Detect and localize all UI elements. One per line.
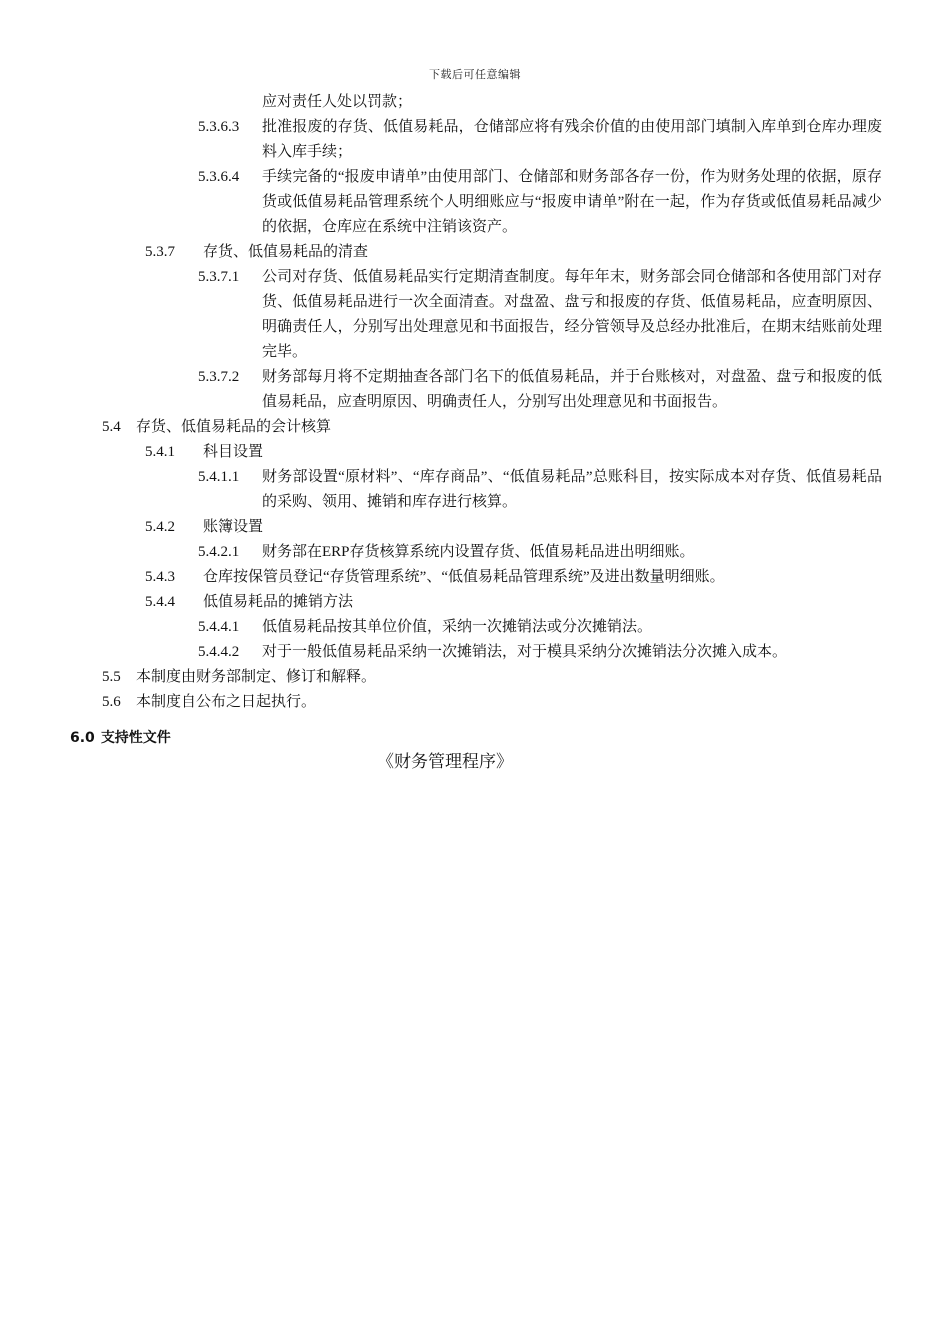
clause-5-4-4-1 — [0, 615, 950, 640]
clause-5-4 — [0, 415, 950, 440]
clause-number: 5.6 — [102, 694, 121, 710]
section-number: 6.0 — [70, 730, 95, 746]
clause-text: 账簿设置 — [203, 519, 264, 535]
clause-text: 本制度由财务部制定、修订和解释。 — [136, 669, 377, 685]
clause-number: 5.4.4.2 — [198, 644, 240, 660]
clause-5-4-1-1 — [0, 465, 950, 515]
clause-5-3-6-4 — [0, 165, 950, 240]
clause-5-4-2 — [0, 515, 950, 540]
clause-number: 5.4.4 — [145, 594, 175, 610]
clause-number: 5.3.7 — [145, 244, 175, 260]
clause-text: 财务部设置“原材料”、“库存商品”、“低值易耗品”总账科目，按实际成本对存货、低值易耗品的采购、领用、摊销和库存进行核算。 — [262, 469, 882, 510]
clause-5-5 — [0, 665, 950, 690]
clause-number: 5.4.2.1 — [198, 544, 240, 560]
clause-5-3-7-1 — [0, 265, 950, 365]
clause-5-3-7-2 — [0, 365, 950, 415]
clause-text: 公司对存货、低值易耗品实行定期清查制度。每年年末，财务部会同仓储部和各使用部门对存货、低值易耗品进行一次全面清查。对盘盈、盘亏和报废的存货、低值易耗品，应查明原因、明确责任人，分别写出处理意见和书面报告，经分管领导及总经办批准后，在期末结账前处理完毕。 — [262, 269, 882, 360]
clause-5-4-2-1 — [0, 540, 950, 565]
clause-text: 存货、低值易耗品的清查 — [203, 244, 369, 260]
clause-5-4-4 — [0, 590, 950, 615]
clause-number: 5.3.6.3 — [198, 119, 240, 135]
clause-number: 5.4.4.1 — [198, 619, 240, 635]
section-title: 支持性文件 — [100, 730, 171, 746]
clause-text: 手续完备的“报废申请单”由使用部门、仓储部和财务部各存一份，作为财务处理的依据，原存货或低值易耗品管理系统个人明细账应与“报废申请单”附在一起，作为存货或低值易耗品减少的依据，仓库应在系统中注销该资产。 — [262, 169, 882, 235]
clause-5-3-6-3 — [0, 115, 950, 165]
clause-text: 对于一般低值易耗品采纳一次摊销法，对于模具采纳分次摊销法分次摊入成本。 — [262, 644, 788, 660]
clause-text: 应对责任人处以罚款； — [262, 94, 413, 110]
clause-5-4-4-2 — [0, 640, 950, 665]
clause-number: 5.3.7.2 — [198, 369, 240, 385]
clause-5-4-3 — [0, 565, 950, 590]
clause-continuation — [0, 90, 950, 115]
section-heading-6-0 — [70, 728, 171, 748]
clause-text: 低值易耗品按其单位价值，采纳一次摊销法或分次摊销法。 — [262, 619, 653, 635]
clause-text: 科目设置 — [203, 444, 264, 460]
document-body — [0, 90, 950, 715]
clause-number: 5.4.2 — [145, 519, 175, 535]
clause-5-3-7 — [0, 240, 950, 265]
clause-5-6 — [0, 690, 950, 715]
clause-text: 低值易耗品的摊销方法 — [203, 594, 354, 610]
clause-text: 存货、低值易耗品的会计核算 — [136, 419, 332, 435]
clause-text: 财务部每月将不定期抽查各部门名下的低值易耗品，并于台账核对，对盘盈、盘亏和报废的低值易耗品，应查明原因、明确责任人，分别写出处理意见和书面报告。 — [262, 369, 882, 410]
support-document-title: 《财务管理程序》 — [377, 752, 513, 771]
clause-number: 5.3.7.1 — [198, 269, 240, 285]
clause-text: 仓库按保管员登记“存货管理系统”、“低值易耗品管理系统”及进出数量明细账。 — [203, 569, 725, 585]
clause-text: 批准报废的存货、低值易耗品，仓储部应将有残余价值的由使用部门填制入库单到仓库办理废料入库手续； — [262, 119, 882, 160]
clause-text: 本制度自公布之日起执行。 — [136, 694, 317, 710]
clause-number: 5.4.3 — [145, 569, 175, 585]
clause-number: 5.4.1.1 — [198, 469, 240, 485]
page-header-note: 下载后可任意编辑 — [429, 69, 521, 81]
clause-number: 5.4.1 — [145, 444, 175, 460]
clause-text: 财务部在ERP存货核算系统内设置存货、低值易耗品进出明细账。 — [262, 544, 695, 560]
clause-number: 5.4 — [102, 419, 121, 435]
clause-number: 5.5 — [102, 669, 121, 685]
clause-number: 5.3.6.4 — [198, 169, 240, 185]
clause-5-4-1 — [0, 440, 950, 465]
